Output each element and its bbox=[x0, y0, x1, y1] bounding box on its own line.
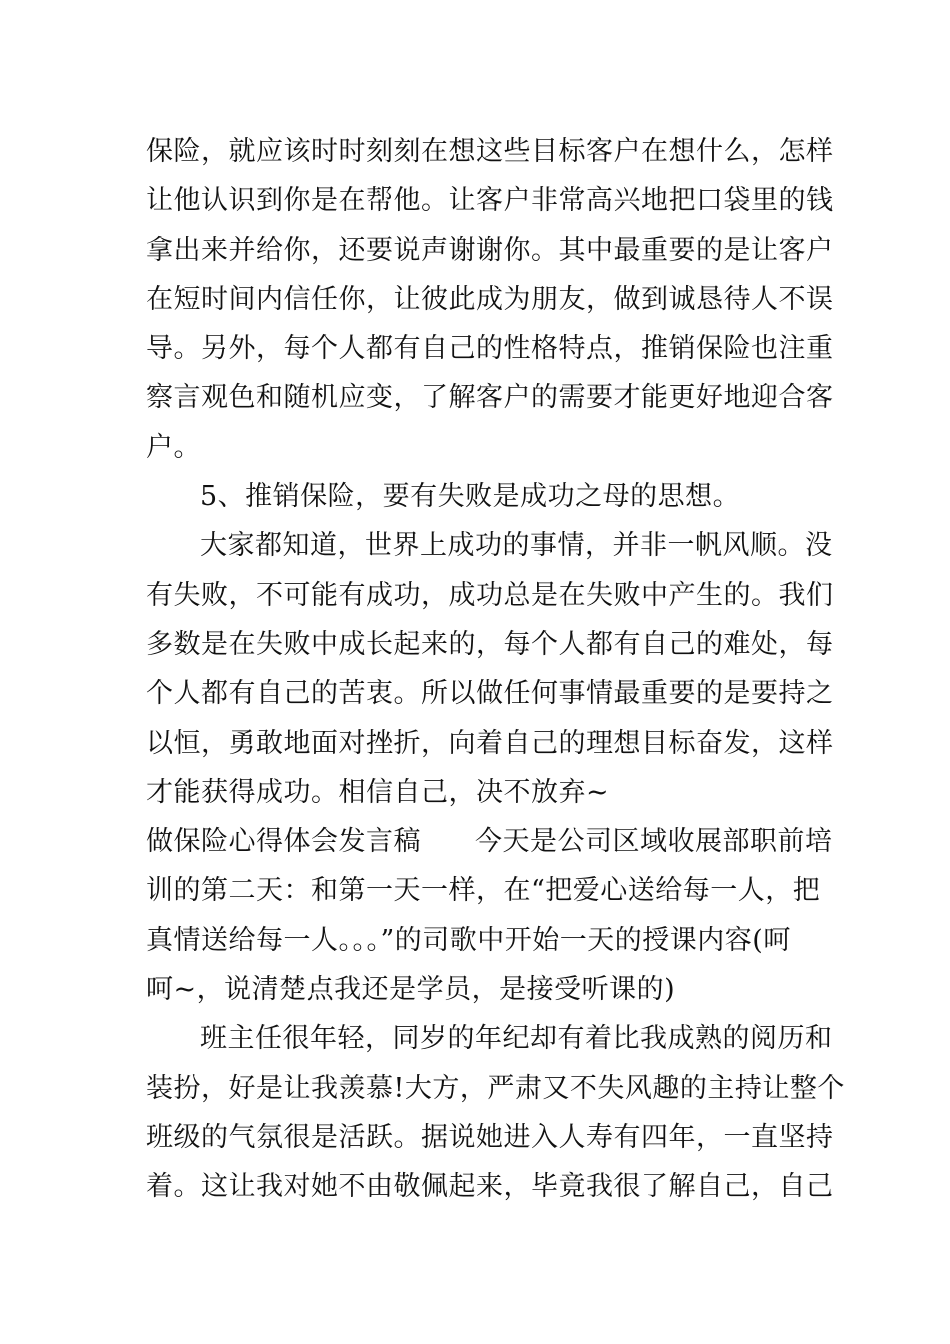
text-line: 大家都知道，世界上成功的事情，并非一帆风顺。没 bbox=[200, 530, 833, 562]
text-line: 个人都有自己的苦衷。所以做任何事情最重要的是要持之 bbox=[146, 678, 834, 710]
text-line: 户。 bbox=[146, 431, 201, 463]
title-line bbox=[146, 817, 833, 866]
text-line: 拿出来并给你，还要说声谢谢你。其中最重要的是让客户 bbox=[146, 234, 834, 266]
text-line: 导。另外，每个人都有自己的性格特点，推销保险也注重 bbox=[146, 333, 834, 365]
text-line: 察言观色和随机应变，了解客户的需要才能更好地迎合客 bbox=[146, 382, 834, 414]
text-line: 班级的气氛很是活跃。据说她进入人寿有四年，一直坚持 bbox=[146, 1121, 834, 1153]
text-line: 以恒，勇敢地面对挫折，向着自己的理想目标奋发，这样 bbox=[146, 727, 834, 759]
text-line: 呵~，说清楚点我还是学员，是接受听课的) bbox=[146, 974, 676, 1006]
text-line: 让他认识到你是在帮他。让客户非常高兴地把口袋里的钱 bbox=[146, 185, 834, 217]
text-line: 训的第二天：和第一天一样，在“把爱心送给每一人，把 bbox=[146, 875, 821, 907]
text-line: 真情送给每一人。。。”的司歌中开始一天的授课内容(呵 bbox=[146, 924, 791, 956]
text-line: 保险，就应该时时刻刻在想这些目标客户在想什么，怎样 bbox=[146, 136, 834, 167]
text-line: 装扮，好是让我羡慕!大方，严肃又不失风趣的主持让整个 bbox=[146, 1072, 845, 1104]
text-line: 班主任很年轻，同岁的年纪却有着比我成熟的阅历和 bbox=[200, 1023, 833, 1055]
text-line: 今天是公司区域收展部职前培 bbox=[475, 826, 833, 858]
article-title: 做保险心得体会发言稿 bbox=[146, 826, 421, 858]
text-line: 着。这让我对她不由敬佩起来，毕竟我很了解自己，自己 bbox=[146, 1171, 834, 1203]
text-line: 才能获得成功。相信自己，决不放弃~ bbox=[146, 776, 610, 808]
text-line: 在短时间内信任你，让彼此成为朋友，做到诚恳待人不误 bbox=[146, 283, 834, 315]
section-heading: 5、推销保险，要有失败是成功之母的思想。 bbox=[200, 481, 741, 513]
text-line: 多数是在失败中成长起来的，每个人都有自己的难处，每 bbox=[146, 628, 834, 660]
body-text bbox=[146, 127, 845, 1212]
text-line: 有失败，不可能有成功，成功总是在失败中产生的。我们 bbox=[146, 579, 834, 611]
